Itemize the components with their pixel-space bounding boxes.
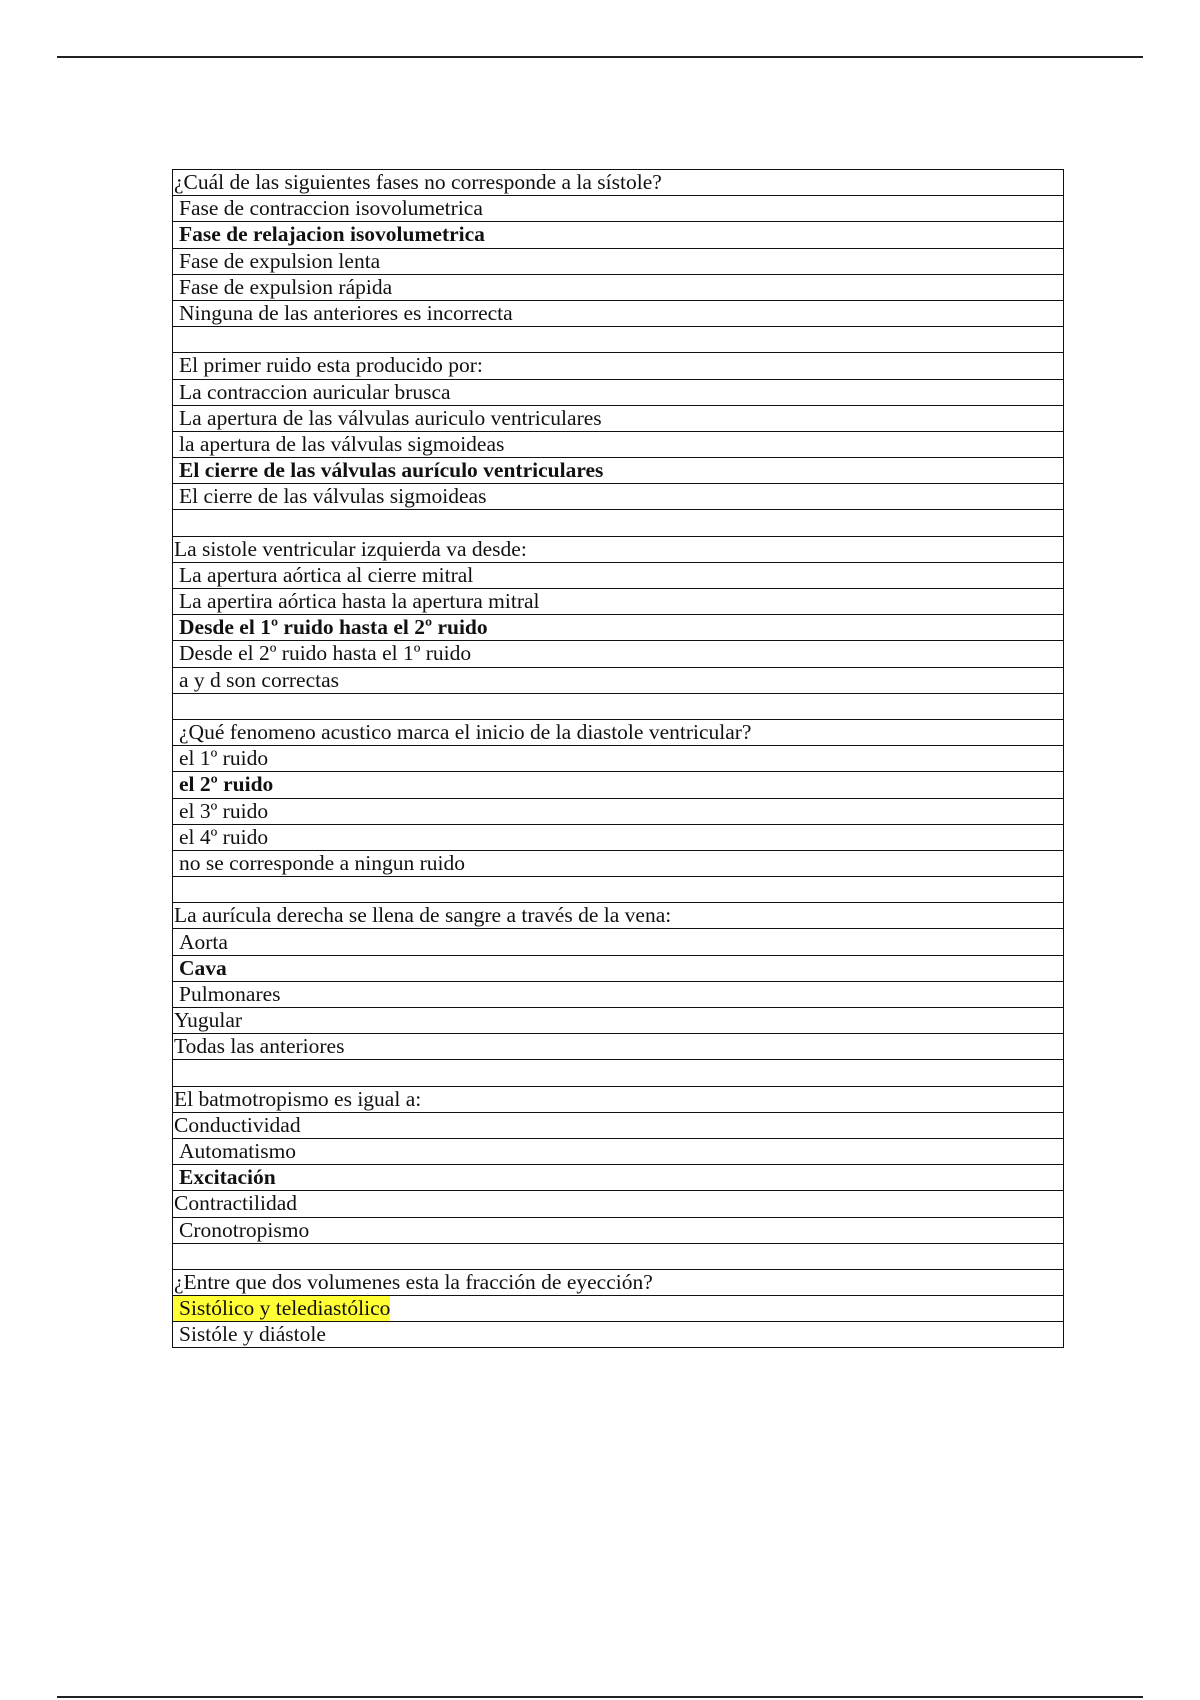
table-cell bbox=[173, 719, 1064, 745]
cell-text: la apertura de las válvulas sigmoideas bbox=[179, 431, 505, 456]
table-row bbox=[173, 484, 1064, 510]
table-cell bbox=[173, 1112, 1064, 1138]
table-row bbox=[173, 1112, 1064, 1138]
table-row bbox=[173, 1008, 1064, 1034]
quiz-sheet bbox=[172, 169, 1064, 1348]
cell-text: La apertura de las válvulas auriculo ventriculares bbox=[179, 405, 602, 430]
table-cell bbox=[173, 196, 1064, 222]
table-row bbox=[173, 458, 1064, 484]
table-row bbox=[173, 1269, 1064, 1295]
blank-row bbox=[173, 510, 1064, 536]
table-row bbox=[173, 405, 1064, 431]
table-cell bbox=[173, 746, 1064, 772]
table-row bbox=[173, 196, 1064, 222]
table-cell bbox=[173, 1296, 1064, 1322]
cell-text: Fase de expulsion rápida bbox=[179, 274, 393, 299]
table-cell bbox=[173, 379, 1064, 405]
cell-text: ¿Cuál de las siguientes fases no corresponde a la sístole? bbox=[174, 170, 662, 195]
cell-text: ¿Entre que dos volumenes esta la fracción de eyección? bbox=[174, 1269, 653, 1294]
cell-text: Aorta bbox=[179, 929, 228, 954]
table-row bbox=[173, 1086, 1064, 1112]
cell-text: Contractilidad bbox=[174, 1191, 297, 1216]
table-cell bbox=[173, 484, 1064, 510]
table-row bbox=[173, 274, 1064, 300]
table-cell bbox=[173, 693, 1064, 719]
cell-text: el 4º ruido bbox=[179, 824, 269, 849]
cell-text: La aurícula derecha se llena de sangre a través de la vena: bbox=[174, 903, 672, 928]
cell-text: no se corresponde a ningun ruido bbox=[179, 850, 465, 875]
table-cell bbox=[173, 641, 1064, 667]
table-row bbox=[173, 981, 1064, 1007]
table-row bbox=[173, 353, 1064, 379]
cell-text: Cronotropismo bbox=[179, 1217, 310, 1242]
table-row bbox=[173, 1296, 1064, 1322]
table-cell bbox=[173, 458, 1064, 484]
table-row bbox=[173, 955, 1064, 981]
cell-text: La apertira aórtica hasta la apertura mitral bbox=[179, 589, 540, 614]
table-row bbox=[173, 1138, 1064, 1164]
blank-row bbox=[173, 1060, 1064, 1086]
correct-answer-text: Excitación bbox=[179, 1165, 276, 1190]
blank-row bbox=[173, 877, 1064, 903]
table-cell bbox=[173, 405, 1064, 431]
cell-text: Conductividad bbox=[174, 1112, 301, 1137]
table-cell bbox=[173, 589, 1064, 615]
table-cell bbox=[173, 1086, 1064, 1112]
table-cell bbox=[173, 536, 1064, 562]
blank-row bbox=[173, 327, 1064, 353]
table-cell bbox=[173, 300, 1064, 326]
cell-text: a y d son correctas bbox=[179, 667, 339, 692]
cell-text: el 1º ruido bbox=[179, 746, 269, 771]
table-row bbox=[173, 903, 1064, 929]
cell-text: Ninguna de las anteriores es incorrecta bbox=[179, 301, 513, 326]
table-cell bbox=[173, 903, 1064, 929]
table-row bbox=[173, 379, 1064, 405]
table-row bbox=[173, 1322, 1064, 1348]
table-cell bbox=[173, 772, 1064, 798]
table-row bbox=[173, 641, 1064, 667]
table-row bbox=[173, 170, 1064, 196]
cell-text: Desde el 2º ruido hasta el 1º ruido bbox=[179, 641, 472, 666]
correct-answer-text: Fase de relajacion isovolumetrica bbox=[179, 222, 485, 247]
table-cell bbox=[173, 1269, 1064, 1295]
table-cell bbox=[173, 327, 1064, 353]
correct-answer-text: el 2º ruido bbox=[179, 772, 274, 797]
table-cell bbox=[173, 274, 1064, 300]
table-cell bbox=[173, 798, 1064, 824]
cell-text: La contraccion auricular brusca bbox=[179, 379, 451, 404]
table-cell bbox=[173, 510, 1064, 536]
table-row bbox=[173, 929, 1064, 955]
cell-text: Pulmonares bbox=[179, 981, 281, 1006]
table-row bbox=[173, 1034, 1064, 1060]
table-cell bbox=[173, 1243, 1064, 1269]
table-row bbox=[173, 536, 1064, 562]
table-row bbox=[173, 589, 1064, 615]
correct-answer-text: Cava bbox=[179, 955, 227, 980]
cell-text: El cierre de las válvulas sigmoideas bbox=[179, 484, 487, 509]
table-row bbox=[173, 798, 1064, 824]
table-cell bbox=[173, 667, 1064, 693]
table-row bbox=[173, 300, 1064, 326]
table-row bbox=[173, 1165, 1064, 1191]
table-cell bbox=[173, 1008, 1064, 1034]
table-row bbox=[173, 431, 1064, 457]
table-row bbox=[173, 746, 1064, 772]
table-cell bbox=[173, 981, 1064, 1007]
cell-text: Fase de expulsion lenta bbox=[179, 248, 381, 273]
quiz-table bbox=[172, 169, 1064, 1348]
table-row bbox=[173, 1217, 1064, 1243]
cell-text: ¿Qué fenomeno acustico marca el inicio de la diastole ventricular? bbox=[179, 720, 752, 745]
cell-text: La apertura aórtica al cierre mitral bbox=[179, 562, 474, 587]
cell-text: Yugular bbox=[174, 1008, 243, 1033]
table-row bbox=[173, 615, 1064, 641]
table-cell bbox=[173, 1034, 1064, 1060]
footer-rule bbox=[57, 1696, 1143, 1698]
table-row bbox=[173, 667, 1064, 693]
table-row bbox=[173, 719, 1064, 745]
header-rule bbox=[57, 56, 1143, 58]
table-cell bbox=[173, 562, 1064, 588]
cell-text: Todas las anteriores bbox=[174, 1034, 345, 1059]
table-cell bbox=[173, 615, 1064, 641]
highlighted-answer-text: Sistólico y telediastólico bbox=[173, 1296, 390, 1321]
correct-answer-text: Desde el 1º ruido hasta el 2º ruido bbox=[179, 615, 488, 640]
table-cell bbox=[173, 1322, 1064, 1348]
table-cell bbox=[173, 1138, 1064, 1164]
cell-text: Fase de contraccion isovolumetrica bbox=[179, 196, 483, 221]
table-cell bbox=[173, 353, 1064, 379]
table-cell bbox=[173, 1217, 1064, 1243]
table-cell bbox=[173, 929, 1064, 955]
blank-row bbox=[173, 693, 1064, 719]
table-cell bbox=[173, 222, 1064, 248]
cell-text: Automatismo bbox=[179, 1139, 297, 1164]
table-cell bbox=[173, 877, 1064, 903]
table-cell bbox=[173, 955, 1064, 981]
table-cell bbox=[173, 1191, 1064, 1217]
cell-text: La sistole ventricular izquierda va desde: bbox=[174, 536, 527, 561]
table-cell bbox=[173, 824, 1064, 850]
table-row bbox=[173, 222, 1064, 248]
table-row bbox=[173, 562, 1064, 588]
table-cell bbox=[173, 248, 1064, 274]
blank-row bbox=[173, 1243, 1064, 1269]
correct-answer-text: El cierre de las válvulas aurículo ventriculares bbox=[179, 458, 604, 483]
table-cell bbox=[173, 1060, 1064, 1086]
cell-text: el 3º ruido bbox=[179, 798, 269, 823]
cell-text: El primer ruido esta producido por: bbox=[179, 353, 483, 378]
cell-text: El batmotropismo es igual a: bbox=[174, 1086, 422, 1111]
cell-text: Sistóle y diástole bbox=[179, 1322, 326, 1347]
table-row bbox=[173, 1191, 1064, 1217]
table-row bbox=[173, 772, 1064, 798]
table-row bbox=[173, 850, 1064, 876]
table-row bbox=[173, 248, 1064, 274]
table-cell bbox=[173, 431, 1064, 457]
table-cell bbox=[173, 850, 1064, 876]
table-cell bbox=[173, 1165, 1064, 1191]
table-cell bbox=[173, 170, 1064, 196]
table-row bbox=[173, 824, 1064, 850]
